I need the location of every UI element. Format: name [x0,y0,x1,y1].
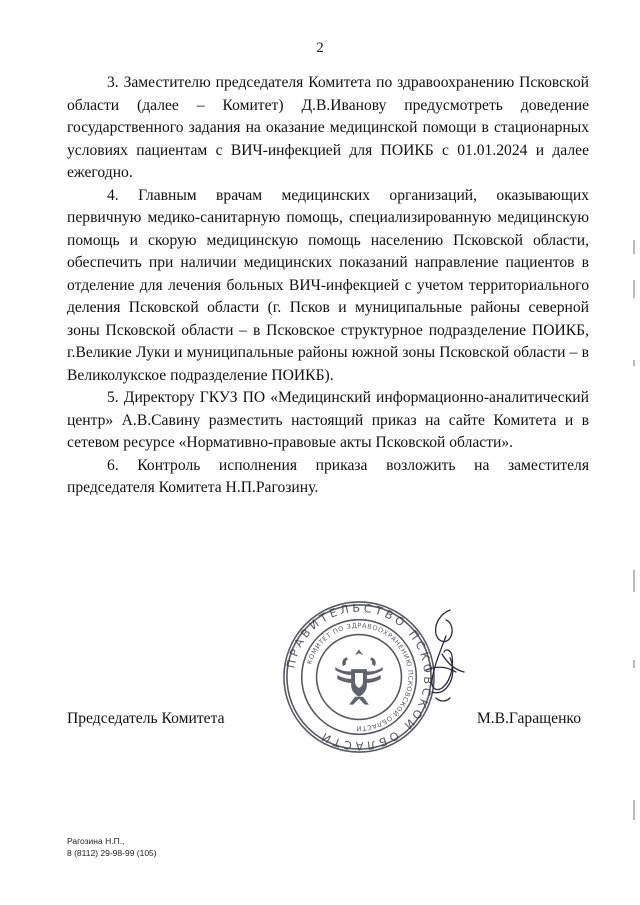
executor-footer [67,835,157,859]
paragraph-5: 5. Директору ГКУЗ ПО «Медицинский информационно-аналитический центр» А.В.Савину разместить настоящий приказ на сайте Комитета и в сетевом ресурсе «Нормативно-правовые акты Псковской области». [67,389,589,451]
document-body [67,72,589,500]
paragraph-4: 4. Главным врачам медицинских организаций, оказывающих первичную медико-санитарную помощь, специализированную медицинскую помощь и скорую медицинскую помощь населению Псковской области, обеспечить при наличии медицинских показаний направление пациентов в отделение для лечения больных ВИЧ-инфекцией с учетом территориального деления Псковской области (г. Псков и муниципальные районы северной зоны Псковской области – в Псковское структурное подразделение ПОИКБ, г.Великие Луки и муниципальные районы южной зоны Псковской области – в Великолукское подразделение ПОИКБ). [67,186,589,384]
seal-inner-text: КОМИТЕТ ПО ЗДРАВООХРАНЕНИЮ ПСКОВСКОЙ ОБЛАСТИ [305,621,415,733]
handwritten-signature [412,600,492,710]
executor-name: Рагозина Н.П., [67,836,125,846]
paragraph-6: 6. Контроль исполнения приказа возложить на заместителя председателя Комитета Н.П.Рагозину. [67,456,589,496]
executor-phone: 8 (8112) 29-98-99 (105) [67,848,157,858]
paragraph-3: 3. Заместителю председателя Комитета по здравоохранению Псковской области (далее – Комитет) Д.В.Иванову предусмотреть доведение государственного задания на оказание медицинской помощи в стационарных условиях пациентам с ВИЧ-инфекцией для ПОИКБ с 01.01.2024 и далее ежегодно. [67,74,589,181]
scan-edge-marks [632,240,636,880]
signer-title: Председатель Комитета [67,710,225,727]
page-number: 2 [316,40,324,56]
seal-outer-text: ПРАВИТЕЛЬСТВО ПСКОВСКОЙ ОБЛАСТИ [283,600,436,754]
signer-name: М.В.Гаращенко [476,710,581,727]
